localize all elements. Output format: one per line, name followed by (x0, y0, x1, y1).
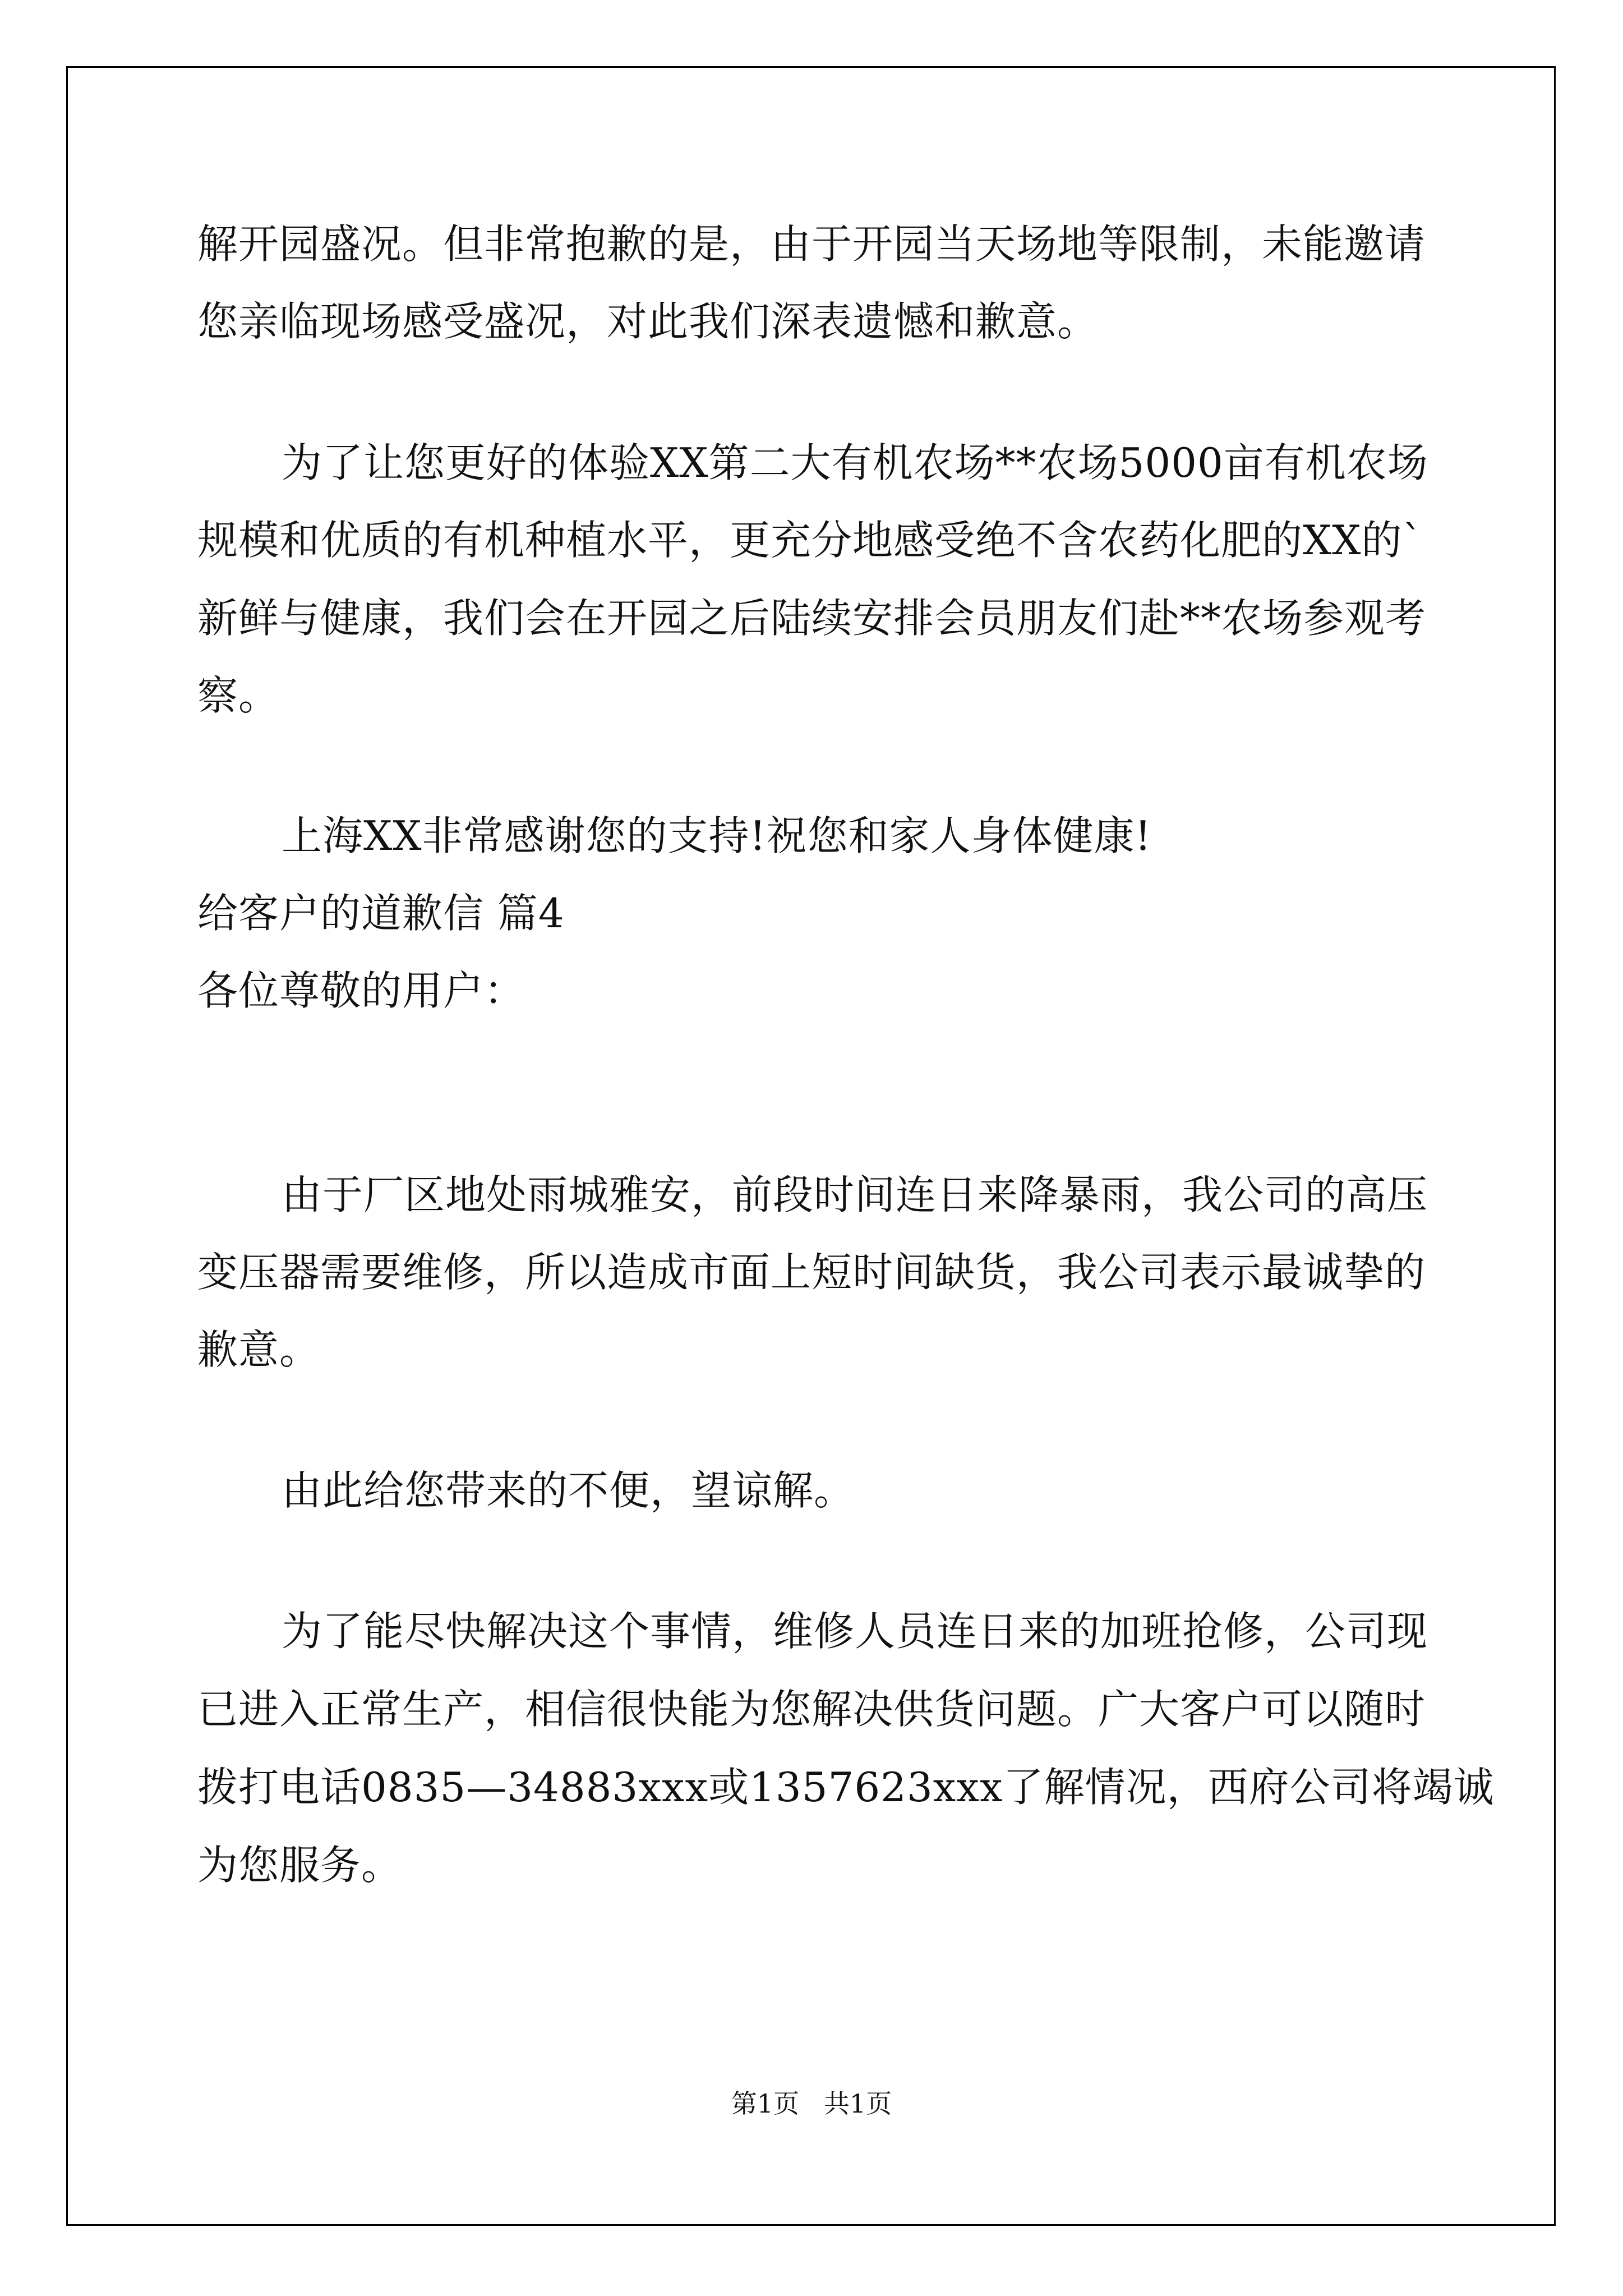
page-number-footer: 第1页 共1页 (731, 2088, 892, 2119)
text-line: 已进入正常生产，相信很快能为您解决供货问题。广大客户可以随时 (197, 1686, 1426, 1733)
page-border (66, 66, 1556, 2226)
text-line: 新鲜与健康，我们会在开园之后陆续安排会员朋友们赴**农场参观考 (197, 595, 1427, 642)
text-line: 为了让您更好的体验XX第二大有机农场**农场5000亩有机农场 (282, 439, 1428, 486)
text-line: 规模和优质的有机种植水平，更充分地感受绝不含农药化肥的XX的` (197, 517, 1423, 564)
text-line: 解开园盛况。但非常抱歉的是，由于开园当天场地等限制，未能邀请 (197, 220, 1426, 268)
section-heading: 给客户的道歉信 篇4 (197, 890, 565, 937)
text-line: 拨打电话0835—34883xxx或1357623xxx了解情况，西府公司将竭诚 (197, 1764, 1495, 1811)
text-line: 察。 (197, 672, 280, 719)
salutation: 各位尊敬的用户： (197, 967, 525, 1014)
text-line: 为了能尽快解决这个事情，维修人员连日来的加班抢修，公司现 (282, 1608, 1428, 1655)
text-line: 为您服务。 (197, 1842, 403, 1889)
text-line: 您亲临现场感受盛况，对此我们深表遗憾和歉意。 (197, 298, 1099, 345)
text-line: 歉意。 (197, 1326, 321, 1373)
text-line: 变压器需要维修，所以造成市面上短时间缺货，我公司表示最诚挚的 (197, 1249, 1426, 1296)
text-line: 由此给您带来的不便，望谅解。 (282, 1467, 855, 1514)
text-line: 由于厂区地处雨城雅安，前段时间连日来降暴雨，我公司的高压 (282, 1171, 1428, 1218)
text-line: 上海XX非常感谢您的支持!祝您和家人身体健康! (282, 812, 1152, 859)
